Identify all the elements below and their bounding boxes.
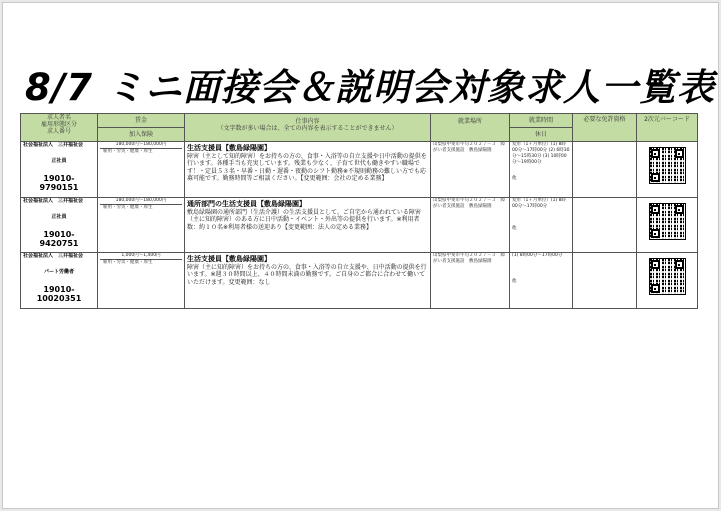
header-hours-label: 就業時間 bbox=[528, 117, 553, 124]
header-wage bbox=[98, 114, 185, 142]
job-title: 生活支援員【敷島緑陽園】 bbox=[187, 144, 271, 152]
location-cell bbox=[431, 253, 510, 309]
employer-cell bbox=[21, 198, 98, 253]
qr-cell bbox=[637, 253, 698, 309]
header-job-description bbox=[185, 114, 431, 142]
job-title: 生活支援員【敷島緑陽園】 bbox=[187, 255, 271, 263]
table-header-row bbox=[21, 114, 698, 142]
employment-type: パート労働者 bbox=[43, 269, 74, 275]
job-cell bbox=[185, 198, 431, 253]
job-description: 障害（主に知的障害）をお持ちの方の、食事・入浴等の自立支援や、日中活動の提供を行います。※週３０時間以上、４０時間未満の勤務です。ご自身のご都合に合わせて働いていただけます。変更範囲：なし bbox=[187, 264, 427, 286]
wage-cell bbox=[98, 142, 185, 198]
job-number: 19010- 9790151 bbox=[39, 174, 79, 192]
license-cell bbox=[573, 198, 637, 253]
employment-type: 正社員 bbox=[51, 214, 67, 220]
job-cell bbox=[185, 253, 431, 309]
job-description: 敷島緑陽園の通所部門（生活介護）の生活支援員として、ご自宅から通われている障害（主に知的障害）のある方に日中活動・イベント・外出等の提供を行います。※利用者数：約１０名※利用者様の送迎あり【変更範囲：法人の定める業務】 bbox=[187, 209, 421, 231]
holiday-value: 他 bbox=[512, 279, 517, 284]
license-cell bbox=[573, 142, 637, 198]
qr-cell bbox=[637, 142, 698, 198]
header-employment-type: 雇用形態区分 bbox=[40, 121, 77, 128]
header-location-label: 就業場所 bbox=[457, 118, 482, 125]
insurance-value: 雇用・労災・健康・厚生 bbox=[103, 205, 153, 210]
hours-value: 変形（1ヶ月単位）(1) 8時00分～17時00分 (2) 6時30分～15時30分 (3) 10時00分～19時00分 bbox=[512, 142, 570, 165]
employer-cell bbox=[21, 253, 98, 309]
holiday-value: 他 bbox=[512, 226, 517, 231]
job-number: 19010-10020351 bbox=[36, 285, 82, 303]
hours-value: (1) 8時00分～17時00分 bbox=[512, 253, 563, 258]
header-qr bbox=[637, 114, 698, 142]
job-cell bbox=[185, 142, 431, 198]
hours-value: 変形（1ヶ月単位）(1) 8時00分～17時00分 bbox=[512, 198, 567, 209]
header-job-label: 仕事内容 bbox=[295, 118, 320, 125]
wage-value: 180,000円～180,000円 bbox=[100, 198, 182, 205]
job-title: 通所部門の生活支援員【敷島緑陽園】 bbox=[187, 200, 306, 208]
qr-code-icon[interactable] bbox=[649, 147, 686, 184]
wage-cell bbox=[98, 198, 185, 253]
wage-cell bbox=[98, 253, 185, 309]
insurance-value: 雇用・労災・健康・厚生 bbox=[103, 149, 153, 154]
job-number: 19010- 9420751 bbox=[39, 230, 79, 248]
header-qr-label: 2次元バーコード bbox=[644, 116, 690, 123]
table-row bbox=[21, 142, 698, 198]
hours-cell bbox=[510, 253, 573, 309]
header-license-label: 必要な免許資格 bbox=[583, 116, 626, 123]
qr-code-icon[interactable] bbox=[649, 203, 686, 240]
job-description: 障害（主として知的障害）をお持ちの方の、食事・入浴等の自立支援や日中活動の提供を行います。各種手当も充実しています。残業も少なく、子育て世代も働きやすい職場です！・定員５３名・早番・日勤・遅番・夜勤のシフト勤務※不規則勤務の難しい方でも応募可能です。勤務時間等ご相談ください。【変更範囲：会社の定める業務】 bbox=[187, 153, 427, 183]
employment-type: 正社員 bbox=[51, 158, 67, 164]
employer-cell bbox=[21, 142, 98, 198]
header-holiday-label: 休日 bbox=[510, 127, 572, 141]
qr-cell bbox=[637, 198, 698, 253]
table-row bbox=[21, 198, 698, 253]
header-insurance-label: 加入保険 bbox=[98, 127, 184, 141]
header-location bbox=[431, 114, 510, 142]
license-cell bbox=[573, 253, 637, 309]
header-job-note: （文字数が多い場合は、全ての内容を表示することができません） bbox=[217, 125, 398, 132]
page-title: 8/7 ミニ面接会＆説明会対象求人一覧表 bbox=[25, 66, 715, 109]
wage-value: 180,000円～180,000円 bbox=[100, 142, 182, 149]
header-employer bbox=[21, 114, 98, 142]
location-value: 山梨県甲斐市牛句２０２７－３ 障がい者支援施設 敷島緑陽園 bbox=[433, 198, 505, 209]
header-wage-label: 賃金 bbox=[134, 117, 147, 124]
header-employer-name: 求人者名 bbox=[46, 114, 71, 121]
insurance-value: 雇用・労災・健康・厚生 bbox=[103, 260, 153, 265]
header-job-number: 求人番号 bbox=[46, 128, 71, 135]
location-cell bbox=[431, 198, 510, 253]
location-cell bbox=[431, 142, 510, 198]
holiday-value: 他 bbox=[512, 176, 517, 181]
wage-value: 1,000円～1,400円 bbox=[100, 253, 182, 260]
header-hours bbox=[510, 114, 573, 142]
employer-name: 社会福祉法人 三井福祉会 bbox=[23, 253, 84, 259]
employer-name: 社会福祉法人 三井福祉会 bbox=[23, 142, 84, 148]
hours-cell bbox=[510, 198, 573, 253]
qr-code-icon[interactable] bbox=[649, 258, 686, 295]
job-listing-table bbox=[20, 113, 698, 309]
header-license bbox=[573, 114, 637, 142]
document-page bbox=[2, 2, 719, 509]
employer-name: 社会福祉法人 三井福祉会 bbox=[23, 198, 84, 204]
location-value: 山梨県甲斐市牛句２０２７－３ 障がい者支援施設 敷島緑陽園 bbox=[433, 253, 505, 264]
hours-cell bbox=[510, 142, 573, 198]
location-value: 山梨県甲斐市牛句２０２７－３ 障がい者支援施設 敷島緑陽園 bbox=[433, 142, 505, 153]
table-row bbox=[21, 253, 698, 309]
